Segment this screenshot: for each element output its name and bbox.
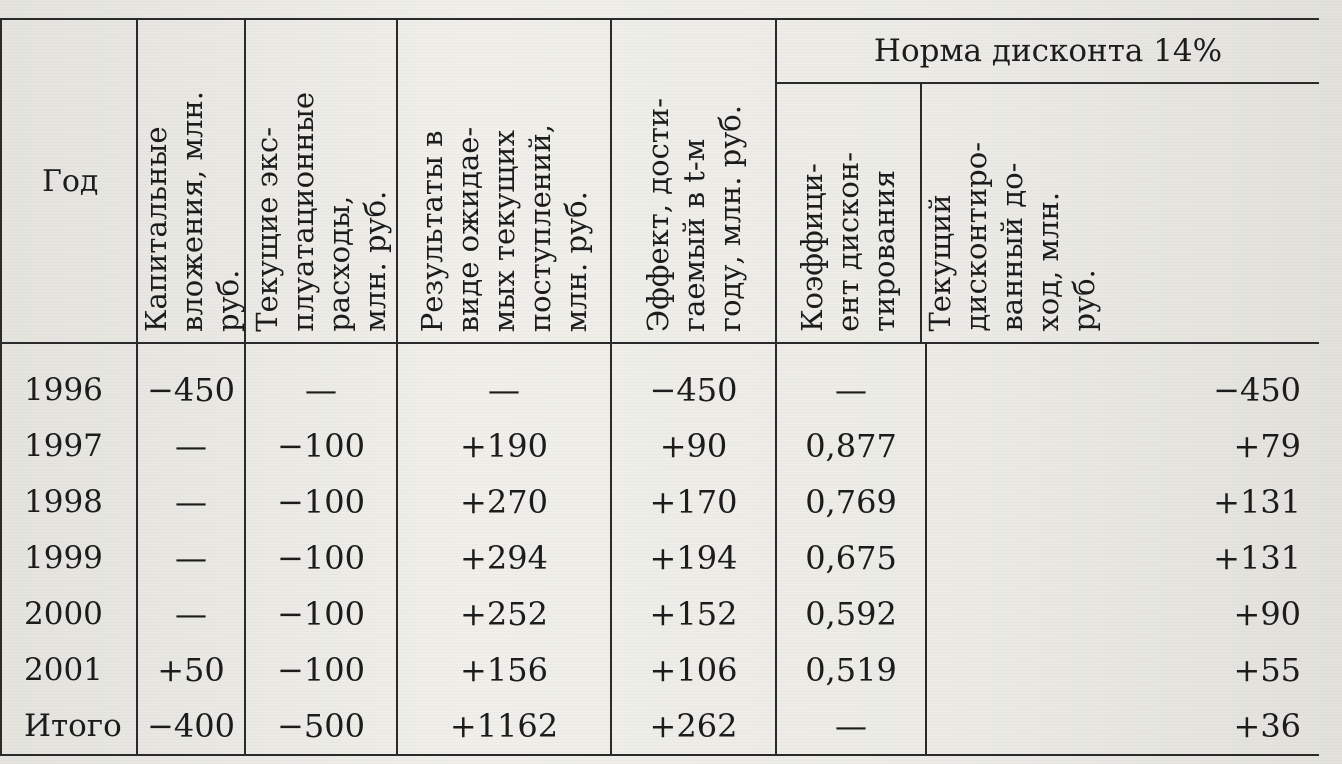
cell-effect: +194 [611, 530, 776, 586]
cell-expenses: — [245, 343, 397, 418]
cell-discounted: +131 [926, 474, 1319, 530]
cell-capital: — [137, 586, 245, 642]
table-body [1, 343, 1319, 755]
cell-discounted: +79 [926, 418, 1319, 474]
cell-expenses: −500 [245, 698, 397, 755]
table-row [1, 642, 1319, 698]
cell-discounted: −450 [926, 343, 1319, 418]
table-row [1, 698, 1319, 755]
cell-capital: — [137, 418, 245, 474]
cell-coefficient: 0,519 [776, 642, 926, 698]
cell-results: +1162 [397, 698, 611, 755]
table-row [1, 418, 1319, 474]
cell-effect: +170 [611, 474, 776, 530]
table-row [1, 586, 1319, 642]
cell-discounted: +36 [926, 698, 1319, 755]
cell-results: +252 [397, 586, 611, 642]
table-row [1, 530, 1319, 586]
header-coefficient: Коэффици- ент дискон- тирования [795, 152, 902, 332]
cell-discounted: +131 [926, 530, 1319, 586]
cell-expenses: −100 [245, 642, 397, 698]
cell-capital: −400 [137, 698, 245, 755]
header-expenses: Текущие экс- плуатационные расходы, млн. руб. [245, 19, 397, 343]
cell-effect: +262 [611, 698, 776, 755]
cell-results: +294 [397, 530, 611, 586]
cell-capital: −450 [137, 343, 245, 418]
header-spacer [1102, 84, 1319, 342]
header-results: Результаты в виде ожидае- мых текущих поступлений, млн. руб. [397, 19, 611, 343]
cell-expenses: −100 [245, 474, 397, 530]
cell-discounted: +90 [926, 586, 1319, 642]
cell-results: +190 [397, 418, 611, 474]
cell-effect: −450 [611, 343, 776, 418]
discount-table [0, 18, 1319, 756]
table-row [1, 474, 1319, 530]
cell-results: +270 [397, 474, 611, 530]
cell-expenses: −100 [245, 586, 397, 642]
cell-year: Итого [24, 708, 122, 744]
cell-effect: +152 [611, 586, 776, 642]
cell-year: 1999 [24, 540, 103, 576]
table-header-row [1, 19, 1319, 343]
cell-effect: +106 [611, 642, 776, 698]
cell-coefficient: — [776, 343, 926, 418]
cell-year: 1996 [24, 372, 103, 408]
header-discount-group [776, 19, 1319, 343]
header-effect: Эффект, дости- гаемый в t-м году, млн. руб. [611, 19, 776, 343]
header-discount-rate: Норма дисконта 14% [777, 20, 1319, 84]
cell-capital: +50 [137, 642, 245, 698]
cell-coefficient: 0,877 [776, 418, 926, 474]
table-row [1, 343, 1319, 418]
cell-coefficient: 0,769 [776, 474, 926, 530]
cell-expenses: −100 [245, 530, 397, 586]
cell-results: — [397, 343, 611, 418]
cell-expenses: −100 [245, 418, 397, 474]
cell-coefficient: — [776, 698, 926, 755]
cell-year: 2000 [24, 596, 103, 632]
cell-coefficient: 0,675 [776, 530, 926, 586]
header-year: Год [1, 19, 137, 343]
cell-results: +156 [397, 642, 611, 698]
cell-effect: +90 [611, 418, 776, 474]
cell-year: 1997 [24, 428, 103, 464]
cell-year: 1998 [24, 484, 103, 520]
header-capital: Капитальные вложения, млн. руб. [137, 19, 245, 343]
cell-year: 2001 [24, 652, 103, 688]
cell-discounted: +55 [926, 642, 1319, 698]
cell-capital: — [137, 530, 245, 586]
cell-coefficient: 0,592 [776, 586, 926, 642]
cell-capital: — [137, 474, 245, 530]
header-discounted-income: Текущий дисконтиро- ванный до- ход, млн. руб. [920, 84, 1102, 342]
